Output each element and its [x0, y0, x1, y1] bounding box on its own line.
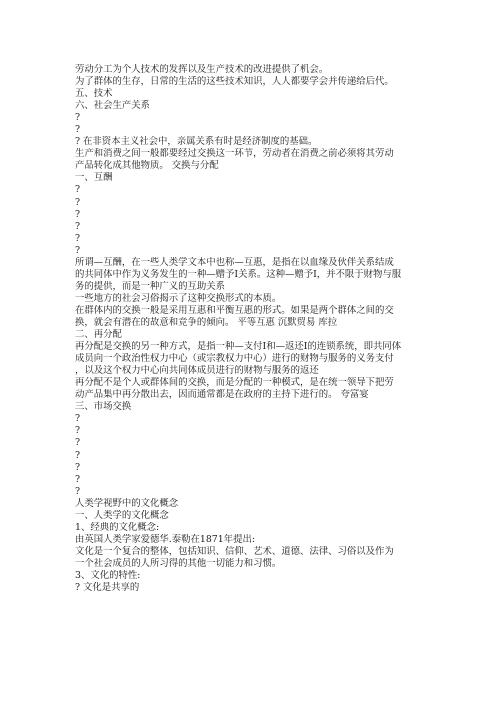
text-line: 成员向一个政治性权力中心（或宗教权力中心）进行的财物与服务的义务支付: [75, 353, 394, 365]
text-line: ? 在非资本主义社会中，亲属关系有时是经济制度的基础。: [75, 136, 318, 148]
text-line: 产品转化成其他物质。 交换与分配: [75, 160, 219, 172]
text-line: ? 文化是共享的: [75, 582, 140, 594]
text-line: ?: [75, 124, 81, 136]
text-line: 所谓—互酬，在一些人类学文本中也称—互惠，是指在以血缘及伙伴关系结成: [75, 256, 394, 268]
text-line: ?: [75, 449, 81, 461]
text-line: 3、文化的特性:: [75, 569, 141, 581]
text-line: 动产品集中再分散出去，因而通常都是在政府的主持下进行的。 夸富宴: [75, 389, 369, 401]
text-line: 文化是一个复合的整体，包括知识、信仰、艺术、道德、法律、习俗以及作为: [75, 545, 394, 557]
text-line: 1、经典的文化概念:: [75, 521, 160, 533]
text-line: 六、社会生产关系: [75, 100, 151, 112]
text-line: 一些地方的社会习俗揭示了这种交换形式的本质。: [75, 292, 282, 304]
text-line: ?: [75, 473, 81, 485]
text-line: 人类学视野中的文化概念: [75, 497, 179, 509]
text-line: 五、技术: [75, 88, 113, 100]
text-line: 的共同体中作为义务发生的一种—赠予I关系。这种—赠予I，并不限于财物与服: [75, 268, 402, 280]
text-line: 一个社会成员的人所习得的其他一切能力和习惯。: [75, 557, 282, 569]
text-line: ?: [75, 244, 81, 256]
text-line: ?: [75, 232, 81, 244]
text-line: ，以及这个权力中心向共同体成员进行的财物与服务的返还: [75, 365, 319, 377]
text-line: ?: [75, 425, 81, 437]
text-line: ?: [75, 184, 81, 196]
text-line: ?: [75, 485, 81, 497]
text-line: 在群体内的交换一般是采用互惠和平衡互惠的形式。如果是两个群体之间的交: [75, 304, 394, 316]
text-line: 生产和消费之间一般都要经过交换这一环节，劳动者在消费之前必须将其劳动: [75, 148, 394, 160]
text-line: 换，就会有潜在的故意和竞争的倾向。 平等互惠 沉默贸易 库拉: [75, 316, 338, 328]
text-line: 二、再分配: [75, 329, 122, 341]
text-line: 为了群体的生存，日常的生活的这些技术知识，人人都要学会并传递给后代。: [75, 76, 394, 88]
text-line: 再分配是交换的另一种方式，是指一种—支付I和—返还I的连锁系统，即共同体: [75, 341, 402, 353]
text-line: ?: [75, 461, 81, 473]
text-line: 务的提供，而是一种广义的互助关系: [75, 280, 226, 292]
text-line: 一、互酬: [75, 172, 113, 184]
text-line: ?: [75, 196, 81, 208]
text-line: 三、市场交换: [75, 401, 132, 413]
text-line: ?: [75, 112, 81, 124]
text-line: ?: [75, 208, 81, 220]
text-line: 劳动分工为个人技术的发挥以及生产技术的改进提供了机会。: [75, 64, 329, 75]
text-line: ?: [75, 413, 81, 425]
text-line: 一、人类学的文化概念: [75, 509, 169, 521]
text-line: 由英国人类学家爱德华.泰勒在1871年提出:: [75, 533, 255, 545]
text-line: ?: [75, 437, 81, 449]
text-line: ?: [75, 220, 81, 232]
text-line: 再分配不是个人或群体间的交换，而是分配的一种模式，是在统一领导下把劳: [75, 377, 394, 389]
